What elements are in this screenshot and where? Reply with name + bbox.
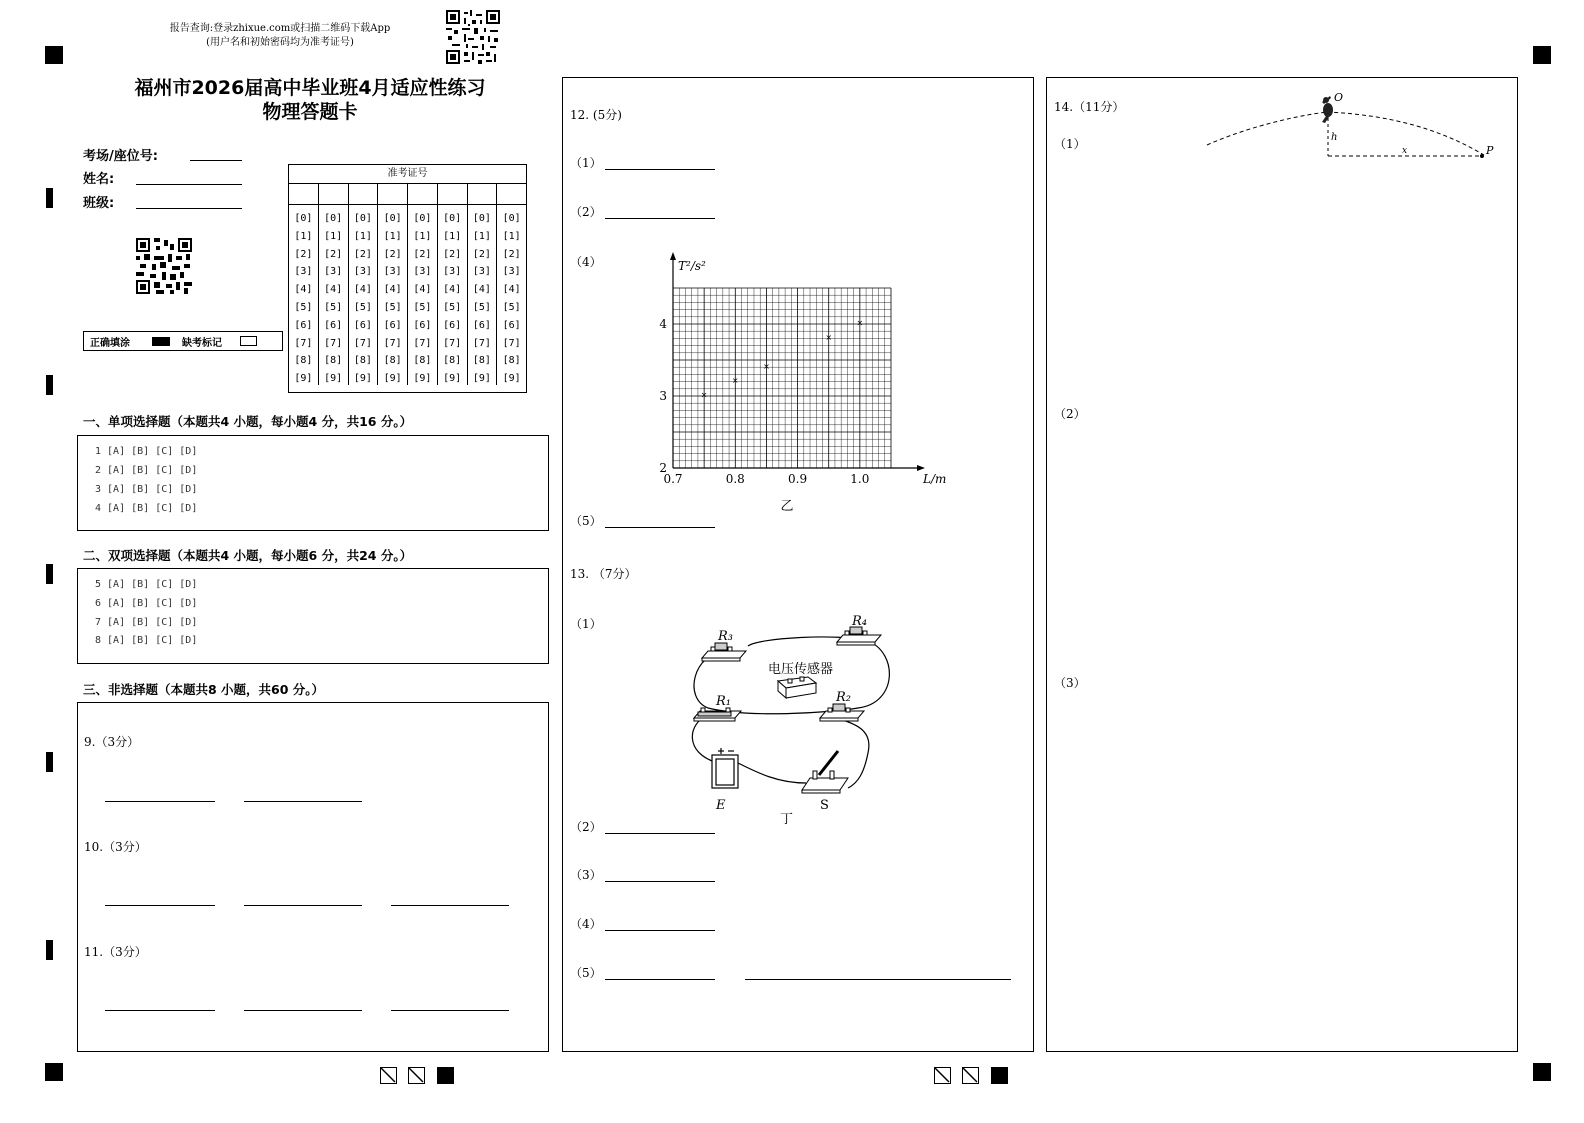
exam-id-bubble[interactable]: [9] bbox=[324, 373, 343, 385]
q12-q13-box bbox=[562, 77, 1034, 1052]
exam-id-bubble[interactable]: [7] bbox=[324, 337, 343, 349]
q9-answer-2[interactable] bbox=[244, 801, 362, 802]
x-tick-label: 0.9 bbox=[788, 472, 808, 486]
exam-id-bubble[interactable]: [5] bbox=[472, 301, 491, 313]
exam-id-bubble[interactable]: [9] bbox=[502, 373, 521, 385]
absent-mark-checkbox[interactable] bbox=[240, 336, 257, 346]
exam-id-bubble[interactable]: [4] bbox=[324, 284, 343, 296]
corner-mark-bl bbox=[45, 1063, 63, 1081]
x-tick-label: 0.7 bbox=[663, 472, 683, 486]
exam-id-column bbox=[468, 205, 498, 385]
exam-id-bubble[interactable]: [5] bbox=[443, 301, 462, 313]
exam-id-column bbox=[438, 205, 468, 385]
circuit-diagram bbox=[688, 613, 918, 827]
exam-id-bubble[interactable]: [6] bbox=[294, 319, 313, 331]
fill-legend bbox=[83, 331, 283, 351]
exam-id-box[interactable] bbox=[468, 184, 498, 204]
q12-part-label: （4） bbox=[570, 255, 602, 269]
exam-id-bubble[interactable]: [6] bbox=[413, 319, 432, 331]
timing-mark bbox=[46, 188, 53, 208]
q11-label: 11.（3分） bbox=[84, 945, 147, 959]
resistor-r4 bbox=[837, 627, 881, 645]
exam-id-bubble[interactable]: [3] bbox=[502, 266, 521, 278]
exam-id-bubble[interactable]: [9] bbox=[443, 373, 462, 385]
point-p bbox=[1480, 154, 1484, 158]
q13-answer-4[interactable] bbox=[605, 930, 715, 931]
exam-id-bubble[interactable]: [5] bbox=[324, 301, 343, 313]
exam-id-bubble[interactable]: [2] bbox=[324, 248, 343, 260]
page-mark-crossed bbox=[962, 1067, 979, 1084]
student-qr-code-icon bbox=[136, 238, 192, 294]
battery-label: E bbox=[716, 798, 726, 813]
exam-id-bubble[interactable]: [1] bbox=[472, 230, 491, 242]
data-point: × bbox=[700, 390, 708, 400]
exam-id-bubble[interactable]: [8] bbox=[324, 355, 343, 367]
exam-id-bubble[interactable]: [3] bbox=[443, 266, 462, 278]
exam-id-bubble[interactable]: [4] bbox=[502, 284, 521, 296]
choice-row[interactable]: 7 [A] [B] [C] [D] bbox=[95, 617, 198, 628]
correct-fill-label: 正确填涂 bbox=[90, 337, 130, 349]
exam-id-bubble[interactable]: [6] bbox=[353, 319, 372, 331]
exam-id-bubble[interactable]: [9] bbox=[383, 373, 402, 385]
y-axis-arrow bbox=[670, 252, 676, 260]
choice-row[interactable]: 2 [A] [B] [C] [D] bbox=[95, 465, 198, 476]
x-axis-arrow bbox=[917, 465, 925, 471]
exam-id-bubble[interactable]: [8] bbox=[472, 355, 491, 367]
height-label: h bbox=[1331, 132, 1338, 143]
exam-id-bubble[interactable]: [7] bbox=[353, 337, 372, 349]
exam-id-bubble[interactable]: [3] bbox=[472, 266, 491, 278]
page-mark-crossed bbox=[934, 1067, 951, 1084]
exam-id-bubble[interactable]: [1] bbox=[413, 230, 432, 242]
q12-label: 12. (5分) bbox=[570, 108, 622, 122]
exam-id-bubble[interactable]: [1] bbox=[443, 230, 462, 242]
name-field[interactable] bbox=[136, 184, 242, 185]
report-info bbox=[150, 22, 410, 50]
q13-answer-2[interactable] bbox=[605, 833, 715, 834]
exam-id-column bbox=[319, 205, 349, 385]
q13-answer-5a[interactable] bbox=[605, 979, 715, 980]
exam-id-bubble[interactable]: [2] bbox=[443, 248, 462, 260]
corner-mark-tr bbox=[1533, 46, 1551, 64]
exam-id-bubble[interactable]: [9] bbox=[353, 373, 372, 385]
exam-id-bubble[interactable]: [4] bbox=[413, 284, 432, 296]
exam-id-bubble[interactable]: [7] bbox=[443, 337, 462, 349]
exam-id-box[interactable] bbox=[497, 184, 526, 204]
choice-row[interactable]: 6 [A] [B] [C] [D] bbox=[95, 598, 198, 609]
chart-caption: 乙 bbox=[780, 499, 794, 514]
exam-id-bubble[interactable]: [8] bbox=[443, 355, 462, 367]
exam-id-column bbox=[408, 205, 438, 385]
timing-mark bbox=[46, 752, 53, 772]
exam-id-bubble[interactable]: [7] bbox=[472, 337, 491, 349]
class-label: 班级: bbox=[83, 196, 115, 211]
point-p-label: P bbox=[1486, 144, 1494, 157]
exam-id-bubble[interactable]: [1] bbox=[353, 230, 372, 242]
exam-id-bubble[interactable]: [5] bbox=[353, 301, 372, 313]
double-choice-box bbox=[77, 568, 549, 664]
r3-label: R₃ bbox=[718, 629, 733, 644]
x-axis-label: L/m bbox=[923, 472, 947, 486]
q13-part-label: （3） bbox=[570, 868, 602, 882]
section-double-title: 二、双项选择题（本题共4 小题，每小题6 分，共24 分。） bbox=[83, 548, 413, 563]
exam-id-bubble[interactable]: [0] bbox=[413, 213, 432, 224]
q9-label: 9.（3分） bbox=[84, 735, 140, 749]
section-nonchoice-title: 三、非选择题（本题共8 小题，共60 分。） bbox=[83, 682, 325, 697]
switch-label: S bbox=[820, 798, 829, 813]
timing-mark bbox=[46, 564, 53, 584]
q10-answer-3[interactable] bbox=[391, 905, 509, 906]
exam-id-bubble[interactable]: [4] bbox=[383, 284, 402, 296]
q13-answer-3[interactable] bbox=[605, 881, 715, 882]
exam-id-bubble[interactable]: [2] bbox=[294, 248, 313, 260]
q14-part-label: （3） bbox=[1054, 676, 1086, 690]
q13-part-label: （1） bbox=[570, 617, 602, 631]
exam-id-bubble[interactable]: [0] bbox=[294, 213, 313, 224]
r1-label: R₁ bbox=[716, 694, 731, 709]
q10-label: 10.（3分） bbox=[84, 840, 147, 854]
exam-id-bubble[interactable]: [6] bbox=[443, 319, 462, 331]
exam-id-column bbox=[289, 205, 319, 385]
exam-id-bubble[interactable]: [0] bbox=[502, 213, 521, 224]
data-point: × bbox=[825, 332, 833, 342]
qr-code-icon[interactable] bbox=[446, 10, 500, 64]
choice-row[interactable]: 8 [A] [B] [C] [D] bbox=[95, 635, 198, 646]
exam-id-digit-columns bbox=[289, 205, 526, 385]
exam-id-bubble[interactable]: [4] bbox=[472, 284, 491, 296]
timing-mark bbox=[46, 375, 53, 395]
q14-label: 14.（11分） bbox=[1054, 100, 1125, 114]
switch bbox=[802, 751, 848, 793]
title-line-2: 物理答题卡 bbox=[262, 101, 358, 123]
q12-part-label: （2） bbox=[570, 205, 602, 219]
resistor-r2 bbox=[820, 704, 864, 721]
exam-id-grid bbox=[288, 164, 527, 393]
q13-part-label: （5） bbox=[570, 966, 602, 980]
exam-id-bubble[interactable]: [0] bbox=[443, 213, 462, 224]
q10-answer-1[interactable] bbox=[105, 905, 215, 906]
corner-mark-br bbox=[1533, 1063, 1551, 1081]
choice-row[interactable]: 4 [A] [B] [C] [D] bbox=[95, 503, 198, 514]
resistor-r3 bbox=[702, 643, 746, 661]
wire bbox=[738, 763, 806, 783]
q14-box bbox=[1046, 77, 1518, 1052]
exam-id-bubble[interactable]: [8] bbox=[502, 355, 521, 367]
correct-fill-sample bbox=[152, 337, 170, 346]
exam-id-header: 准考证号 bbox=[289, 165, 526, 184]
exam-id-bubble[interactable]: [9] bbox=[294, 373, 313, 385]
q12-part-label: （5） bbox=[570, 514, 602, 528]
exam-id-bubble[interactable]: [5] bbox=[294, 301, 313, 313]
class-field[interactable] bbox=[136, 208, 242, 209]
exam-id-bubble[interactable]: [3] bbox=[324, 266, 343, 278]
data-point: × bbox=[856, 318, 864, 328]
q10-answer-2[interactable] bbox=[244, 905, 362, 906]
exam-id-bubble[interactable]: [5] bbox=[413, 301, 432, 313]
battery bbox=[712, 748, 738, 788]
seat-field[interactable] bbox=[190, 160, 242, 161]
exam-id-bubble[interactable]: [5] bbox=[502, 301, 521, 313]
exam-id-bubble[interactable]: [4] bbox=[443, 284, 462, 296]
projectile-diagram bbox=[1202, 90, 1502, 170]
distance-label: x bbox=[1402, 146, 1408, 156]
exam-id-box[interactable] bbox=[378, 184, 408, 204]
exam-id-bubble[interactable]: [3] bbox=[353, 266, 372, 278]
exam-id-bubble[interactable]: [7] bbox=[502, 337, 521, 349]
choice-row[interactable]: 5 [A] [B] [C] [D] bbox=[95, 579, 198, 590]
q11-answer-3[interactable] bbox=[391, 1010, 509, 1011]
exam-id-bubble[interactable]: [8] bbox=[383, 355, 402, 367]
exam-id-bubble[interactable]: [9] bbox=[472, 373, 491, 385]
q9-answer-1[interactable] bbox=[105, 801, 215, 802]
exam-id-bubble[interactable]: [2] bbox=[502, 248, 521, 260]
exam-id-bubble[interactable]: [6] bbox=[472, 319, 491, 331]
exam-id-box[interactable] bbox=[408, 184, 438, 204]
section-single-title: 一、单项选择题（本题共4 小题，每小题4 分，共16 分。） bbox=[83, 414, 413, 429]
y-tick-label: 3 bbox=[659, 389, 667, 403]
exam-id-column bbox=[497, 205, 526, 385]
exam-id-bubble[interactable]: [3] bbox=[413, 266, 432, 278]
page-mark-filled bbox=[991, 1067, 1008, 1084]
y-axis-label: T²/s² bbox=[678, 259, 706, 273]
exam-id-bubble[interactable]: [3] bbox=[294, 266, 313, 278]
q12-answer-2[interactable] bbox=[605, 218, 715, 219]
exam-id-bubble[interactable]: [6] bbox=[383, 319, 402, 331]
r4-label: R₄ bbox=[852, 614, 867, 629]
page-mark-filled bbox=[437, 1067, 454, 1084]
exam-id-write-boxes bbox=[289, 184, 526, 205]
exam-id-bubble[interactable]: [8] bbox=[413, 355, 432, 367]
trajectory-left bbox=[1207, 112, 1327, 145]
exam-id-column bbox=[349, 205, 379, 385]
q13-part-label: （2） bbox=[570, 820, 602, 834]
exam-id-bubble[interactable]: [7] bbox=[413, 337, 432, 349]
q12-answer-5[interactable] bbox=[605, 527, 715, 528]
q13-answer-5b[interactable] bbox=[745, 979, 1011, 980]
r2-label: R₂ bbox=[836, 690, 851, 705]
q12-part-label: （1） bbox=[570, 156, 602, 170]
q14-part-label: （2） bbox=[1054, 407, 1086, 421]
exam-id-bubble[interactable]: [7] bbox=[294, 337, 313, 349]
x-tick-label: 0.8 bbox=[725, 472, 745, 486]
timing-mark bbox=[46, 940, 53, 960]
exam-id-box[interactable] bbox=[289, 184, 319, 204]
exam-id-bubble[interactable]: [1] bbox=[294, 230, 313, 242]
q13-part-label: （4） bbox=[570, 917, 602, 931]
q13-label: 13. （7分） bbox=[570, 567, 637, 581]
y-tick-label: 2 bbox=[659, 461, 667, 475]
q11-answer-1[interactable] bbox=[105, 1010, 215, 1011]
exam-id-bubble[interactable]: [2] bbox=[383, 248, 402, 260]
exam-id-bubble[interactable]: [8] bbox=[353, 355, 372, 367]
q9-q11-box bbox=[77, 702, 549, 1052]
report-line-2: (用户名和初始密码均为准考证号) bbox=[206, 37, 354, 48]
exam-id-box[interactable] bbox=[319, 184, 349, 204]
single-choice-box bbox=[77, 435, 549, 531]
data-point: × bbox=[731, 376, 739, 386]
choice-row[interactable]: 1 [A] [B] [C] [D] bbox=[95, 446, 198, 457]
q12-graph bbox=[643, 248, 947, 518]
athlete-icon bbox=[1322, 96, 1333, 123]
exam-id-bubble[interactable]: [1] bbox=[324, 230, 343, 242]
exam-id-bubble[interactable]: [0] bbox=[383, 213, 402, 224]
voltage-sensor bbox=[778, 677, 816, 698]
data-point: × bbox=[763, 361, 770, 371]
name-label: 姓名: bbox=[83, 172, 115, 187]
q14-part-label: （1） bbox=[1054, 137, 1086, 151]
x-tick-label: 1.0 bbox=[850, 472, 870, 486]
exam-id-bubble[interactable]: [0] bbox=[472, 213, 491, 224]
absent-mark-label: 缺考标记 bbox=[182, 337, 222, 349]
page-mark-crossed bbox=[380, 1067, 397, 1084]
exam-id-bubble[interactable]: [3] bbox=[383, 266, 402, 278]
q12-answer-1[interactable] bbox=[605, 169, 715, 170]
circuit-caption: 丁 bbox=[780, 812, 794, 827]
choice-row[interactable]: 3 [A] [B] [C] [D] bbox=[95, 484, 198, 495]
q11-answer-2[interactable] bbox=[244, 1010, 362, 1011]
sensor-label: 电压传感器 bbox=[768, 662, 834, 677]
exam-id-box[interactable] bbox=[349, 184, 379, 204]
exam-id-bubble[interactable]: [2] bbox=[472, 248, 491, 260]
exam-id-bubble[interactable]: [1] bbox=[383, 230, 402, 242]
y-tick-label: 4 bbox=[659, 317, 667, 331]
report-line-1: 报告查询:登录zhixue.com或扫描二维码下载App bbox=[169, 23, 391, 34]
exam-id-box[interactable] bbox=[438, 184, 468, 204]
exam-id-column bbox=[378, 205, 408, 385]
title-line-1: 福州市2026届高中毕业班4月适应性练习 bbox=[134, 77, 486, 99]
exam-id-bubble[interactable]: [4] bbox=[353, 284, 372, 296]
exam-id-bubble[interactable]: [4] bbox=[294, 284, 313, 296]
exam-id-bubble[interactable]: [2] bbox=[413, 248, 432, 260]
exam-id-bubble[interactable]: [9] bbox=[413, 373, 432, 385]
exam-id-bubble[interactable]: [0] bbox=[353, 213, 372, 224]
exam-id-bubble[interactable]: [8] bbox=[294, 355, 313, 367]
exam-id-bubble[interactable]: [6] bbox=[502, 319, 521, 331]
page-title bbox=[80, 76, 540, 124]
point-o-label: O bbox=[1334, 91, 1344, 104]
exam-id-bubble[interactable]: [6] bbox=[324, 319, 343, 331]
exam-id-bubble[interactable]: [0] bbox=[324, 213, 343, 224]
page-mark-crossed bbox=[408, 1067, 425, 1084]
exam-id-bubble[interactable]: [1] bbox=[502, 230, 521, 242]
exam-id-bubble[interactable]: [7] bbox=[383, 337, 402, 349]
seat-label: 考场/座位号: bbox=[83, 149, 158, 164]
corner-mark-tl bbox=[45, 46, 63, 64]
exam-id-bubble[interactable]: [2] bbox=[353, 248, 372, 260]
exam-id-bubble[interactable]: [5] bbox=[383, 301, 402, 313]
